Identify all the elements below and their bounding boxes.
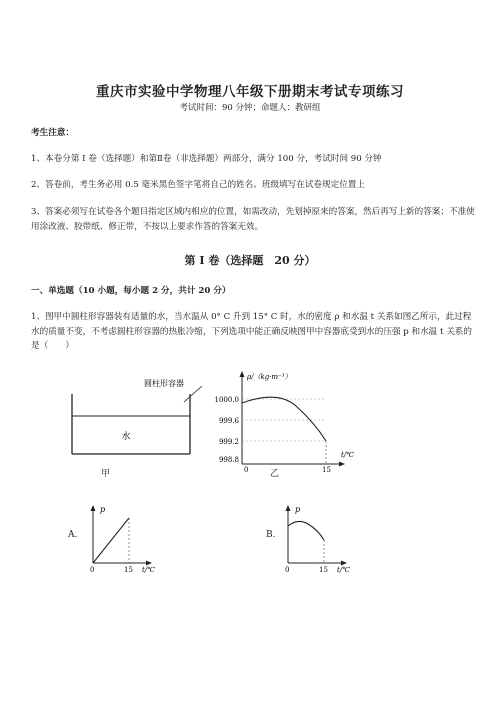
yi-density-curve — [242, 397, 326, 441]
label-pointer — [184, 386, 202, 402]
option-b-x-arrow — [341, 561, 347, 566]
option-a-xtick-0: 0 — [90, 566, 95, 574]
yi-y-arrow — [240, 371, 245, 377]
figure-yi-caption: 乙 — [270, 469, 280, 479]
option-a-x-arrow — [146, 561, 152, 566]
figure-jia — [60, 372, 220, 482]
yi-xlabel: t/℃ — [341, 451, 355, 459]
section-title: 第 I 卷（选择题 20 分） — [184, 254, 316, 267]
container-label: 圆柱形容器 — [144, 379, 184, 388]
option-a-label: A. — [68, 530, 78, 540]
option-a-line — [93, 518, 129, 563]
option-a-xlabel: t/℃ — [142, 566, 156, 574]
yi-ytick-1: 1000.0 — [214, 396, 239, 404]
question-1-text: 1、图甲中圆柱形容器装有适量的水，当水温从 0° C 升到 15° C 时，水的密度 ρ 和水温 t 关系如图乙所示，此过程水的质量不变，不考虑圆柱形容器的热胀冷缩，下列选项中能正确反映图甲中容器底受到水的压强 p 和水温 t 关系的是（ ） — [31, 312, 472, 351]
option-a-xtick-15: 15 — [124, 566, 133, 574]
option-a-y-arrow — [91, 505, 96, 511]
yi-ylabel: ρ/（kg·m⁻³） — [247, 373, 292, 381]
option-a-ylabel: p — [100, 505, 106, 514]
yi-ytick-3: 999.2 — [218, 438, 239, 446]
notice-item-3: 3、答案必须写在试卷各个题目指定区域内相应的位置，如需改动，先划掉原来的答案，然后再写上新的答案；不准使用涂改液、胶带纸、修正带，不按以上要求作答的答案无效。 — [31, 207, 475, 232]
yi-x-arrow — [339, 462, 345, 467]
option-b-chart — [280, 500, 360, 575]
yi-xtick-0: 0 — [244, 466, 249, 473]
yi-xtick-15: 15 — [322, 466, 331, 473]
figure-yi-chart — [208, 368, 358, 473]
water-label: 水 — [121, 432, 131, 442]
notice-heading: 考生注意： — [31, 128, 74, 138]
option-b-xtick-0: 0 — [285, 566, 290, 574]
option-b-curve — [288, 521, 324, 540]
notice-item-2: 2、答卷前，考生务必用 0.5 毫米黑色签字笔将自己的姓名、班级填写在试卷规定位置上 — [31, 180, 365, 190]
notice-item-1: 1、本卷分第 I 卷（选择题）和第Ⅱ卷（非选择题）两部分，满分 100 分，考试时间 90 分钟 — [31, 154, 382, 164]
exam-title: 重庆市实验中学物理八年级下册期末考试专项练习 — [96, 84, 404, 100]
option-b-xtick-15: 15 — [319, 566, 328, 574]
option-b-label: B. — [266, 530, 276, 540]
option-b-ylabel: p — [295, 505, 301, 514]
yi-ytick-2: 999.6 — [218, 417, 239, 425]
yi-ytick-4: 998.8 — [218, 456, 239, 464]
part-heading: 一、单选题（10 小题，每小题 2 分，共计 20 分） — [31, 286, 231, 296]
option-a-chart — [85, 500, 165, 575]
option-b-xlabel: t/℃ — [337, 566, 351, 574]
figure-jia-caption: 甲 — [101, 469, 111, 479]
exam-subtitle: 考试时间：90 分钟；命题人：教研组 — [179, 103, 321, 113]
option-b-y-arrow — [286, 505, 291, 511]
